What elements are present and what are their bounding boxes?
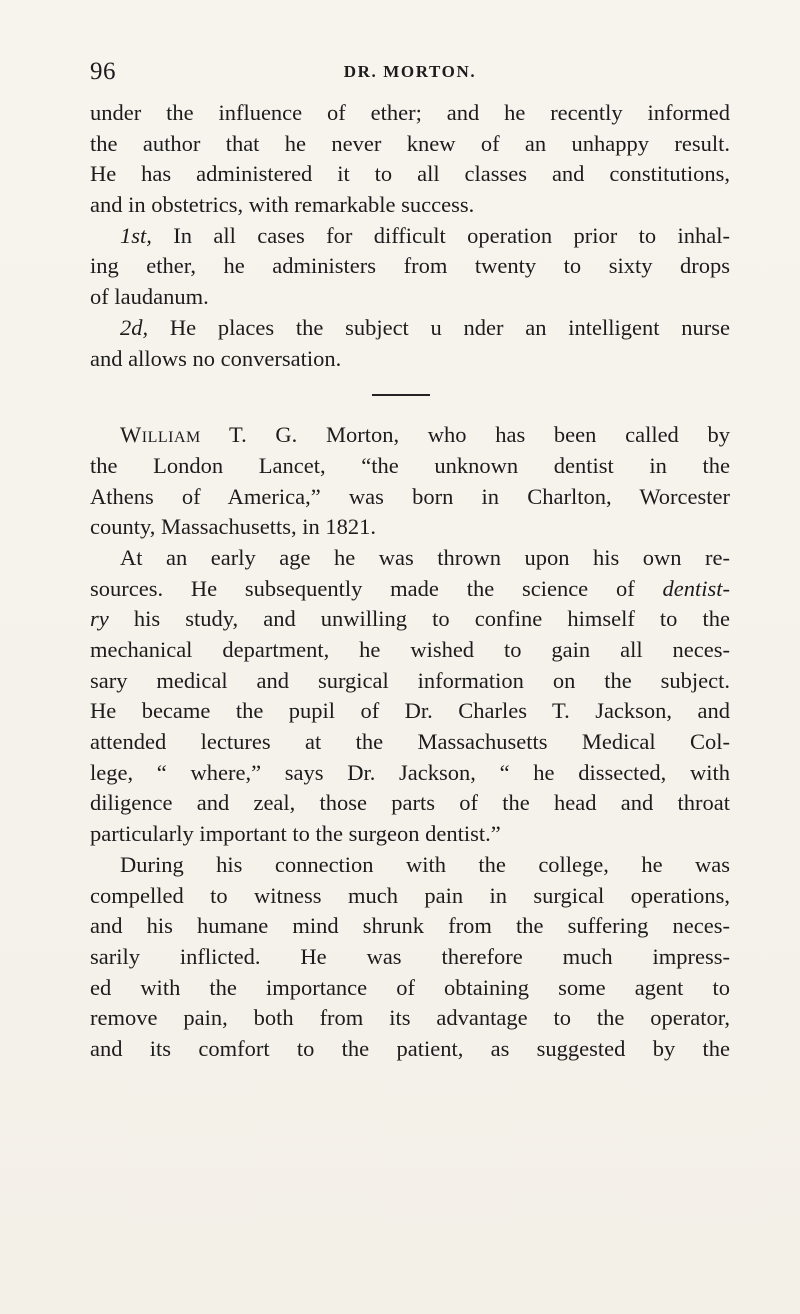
text-line: of laudanum. — [90, 284, 209, 310]
text-fragment: He places the subject u nder an intelligent nurse — [148, 314, 730, 340]
text-line: and allows no conversation. — [90, 345, 342, 371]
text-fragment: sources. He subsequently made the science of — [90, 575, 663, 601]
text-fragment: In all cases for difficult operation prior to inhal- — [151, 222, 730, 248]
text-line: ed with the importance of obtaining some agent to — [90, 974, 730, 1000]
text-line: attended lectures at the Massachusetts Medical Col- — [90, 729, 730, 755]
text-line: compelled to witness much pain in surgical operations, — [90, 882, 730, 908]
text-line: At an early age he was thrown upon his own re- — [120, 544, 730, 570]
subject-name: William — [120, 422, 201, 448]
text-line — [90, 604, 730, 635]
text-line: particularly important to the surgeon dentist.” — [90, 821, 501, 847]
text-line: the author that he never knew of an unhappy result. — [90, 130, 730, 156]
text-line: ing ether, he administers from twenty to sixty drops — [90, 253, 730, 279]
text-line — [90, 420, 730, 451]
body-text — [90, 98, 730, 1065]
page-number: 96 — [90, 58, 116, 85]
text-line — [90, 221, 730, 252]
text-fragment: T. G. Morton, who has been called by — [200, 422, 730, 448]
text-line: and its comfort to the patient, as suggested by the — [90, 1035, 730, 1061]
text-line: and in obstetrics, with remarkable success. — [90, 192, 475, 218]
text-line: the London Lancet, “the unknown dentist in the — [90, 452, 730, 478]
text-line: sarily inflicted. He was therefore much impress- — [90, 943, 730, 969]
text-line: remove pain, both from its advantage to the operator, — [90, 1005, 730, 1031]
text-line: During his connection with the college, he was — [120, 851, 730, 877]
text-line: He became the pupil of Dr. Charles T. Jackson, and — [90, 698, 730, 724]
text-line: He has administered it to all classes and constitutions, — [90, 161, 730, 187]
running-title: DR. MORTON. — [343, 62, 477, 81]
section-divider — [90, 374, 730, 420]
text-line: Athens of America,” was born in Charlton, Worcester — [90, 483, 730, 509]
text-line — [90, 574, 730, 605]
text-line: under the influence of ether; and he recently informed — [90, 100, 730, 125]
text-line: and his humane mind shrunk from the suffering neces- — [90, 913, 730, 939]
italic-term: dentist- — [662, 575, 730, 601]
divider-rule — [372, 394, 430, 396]
ordinal-first: 1st, — [120, 222, 152, 248]
text-line: diligence and zeal, those parts of the head and throat — [90, 790, 730, 816]
text-fragment: his study, and unwilling to confine himself to the — [108, 606, 730, 632]
text-line: mechanical department, he wished to gain all neces- — [90, 637, 730, 662]
ordinal-second: 2d, — [120, 314, 149, 340]
text-line — [90, 313, 730, 344]
italic-term: ry — [90, 606, 109, 632]
text-line: sary medical and surgical information on the subject. — [90, 667, 730, 693]
running-header — [90, 58, 730, 92]
text-line: county, Massachusetts, in 1821. — [90, 514, 377, 540]
text-line: lege, “ where,” says Dr. Jackson, “ he dissected, with — [90, 759, 730, 785]
